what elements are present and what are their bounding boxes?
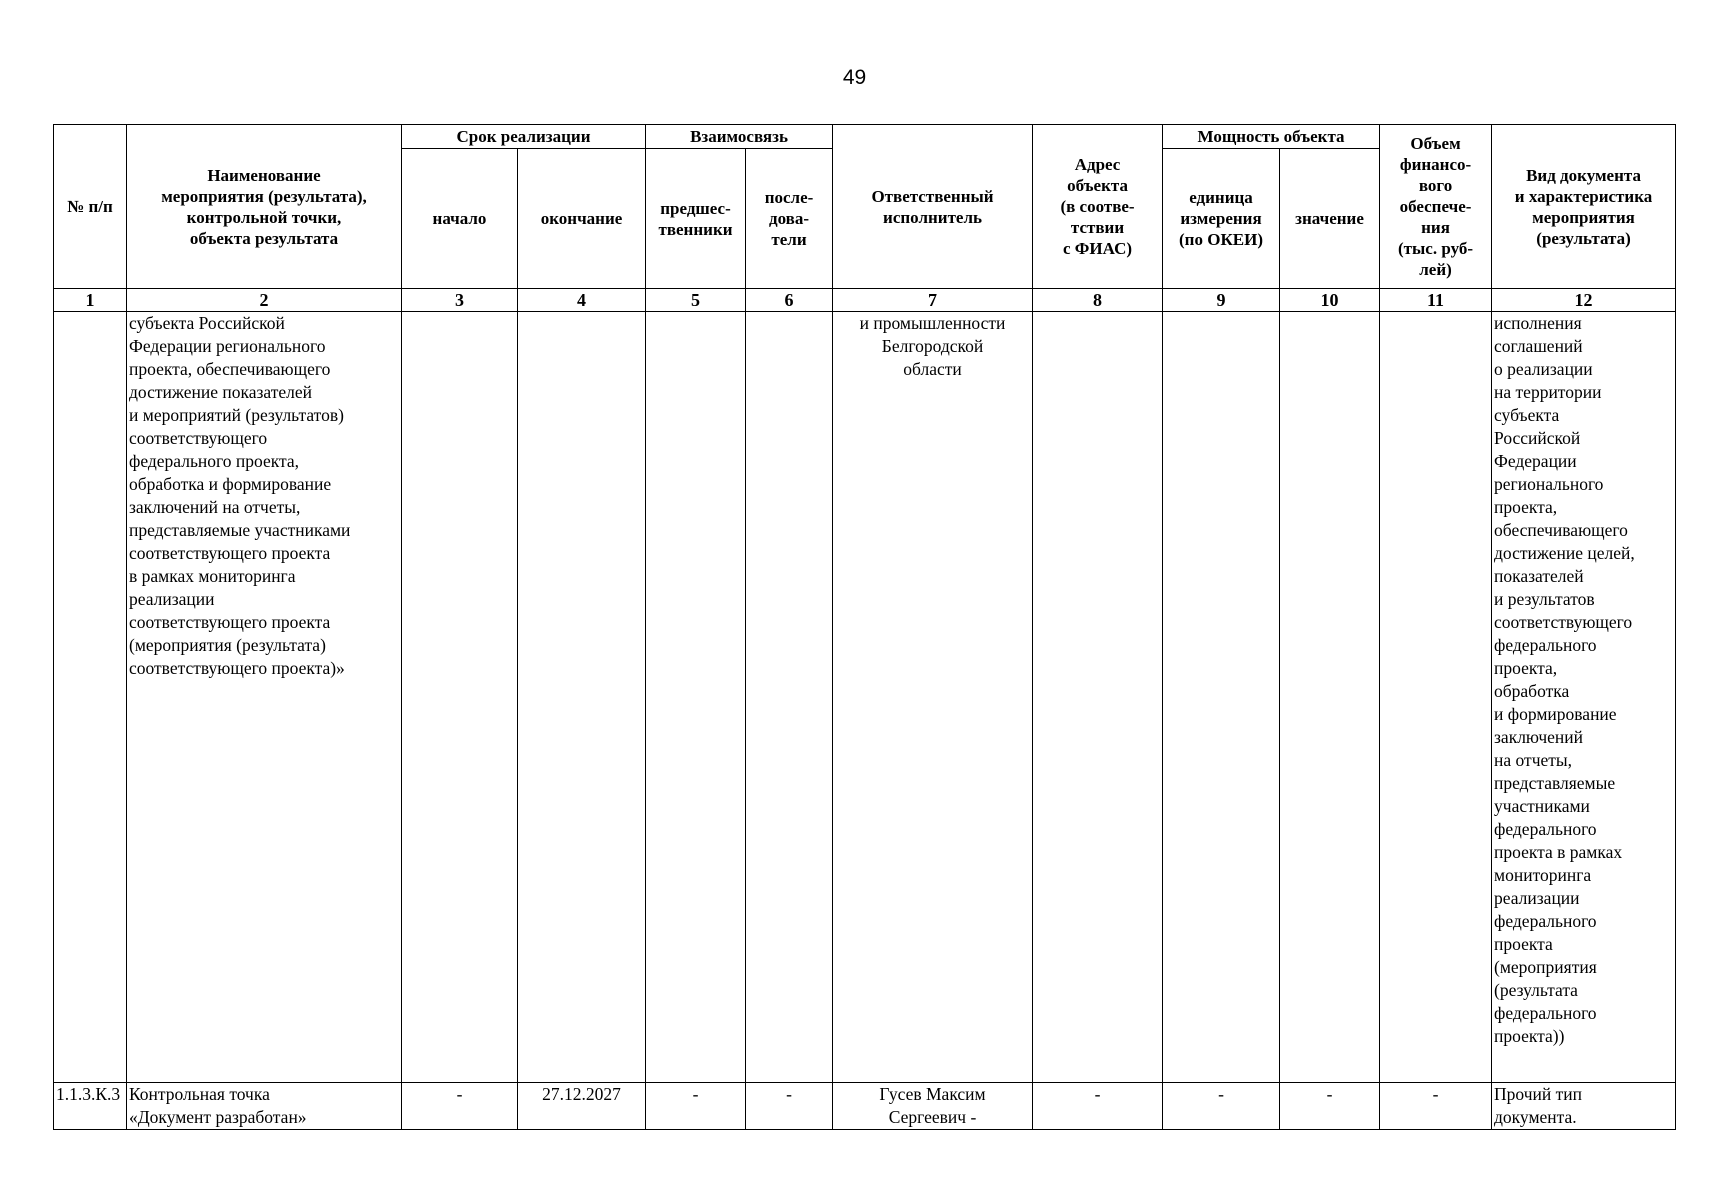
column-number: 4 (518, 289, 646, 312)
cell-doc-type: исполнения соглашений о реализации на территории субъекта Российской Федерации регионального проекта, обеспечивающего достижение целей, показателей и результатов соответствующего федерального проекта, обработка и формирование заключений на отчеты, представляемые участниками федерального проекта в рамках мониторинга реализации федерального проекта (мероприятия (результата федерального проекта)) (1492, 312, 1676, 1083)
cell-predecessors (646, 312, 746, 1083)
table-row (54, 1083, 1676, 1130)
cell-successors (746, 312, 833, 1083)
table-row (54, 312, 1676, 1083)
cell-unit (1163, 312, 1280, 1083)
header-doc-type: Вид документа и характеристика мероприятия (результата) (1492, 125, 1676, 289)
cell-start (402, 312, 518, 1083)
header-group-link: Взаимосвязь (646, 125, 833, 149)
column-number: 6 (746, 289, 833, 312)
column-number: 7 (833, 289, 1033, 312)
header-predecessors: предшес- твенники (646, 149, 746, 289)
cell-responsible: Гусев Максим Сергеевич - (833, 1083, 1033, 1130)
column-number: 1 (54, 289, 127, 312)
cell-predecessors: - (646, 1083, 746, 1130)
column-number: 11 (1380, 289, 1492, 312)
cell-end: 27.12.2027 (518, 1083, 646, 1130)
column-number: 2 (127, 289, 402, 312)
cell-end (518, 312, 646, 1083)
column-number: 5 (646, 289, 746, 312)
column-number: 10 (1280, 289, 1380, 312)
cell-value (1280, 312, 1380, 1083)
header-group-capacity: Мощность объекта (1163, 125, 1380, 149)
column-number: 9 (1163, 289, 1280, 312)
cell-address (1033, 312, 1163, 1083)
header-address: Адрес объекта (в соотве- тствии с ФИАС) (1033, 125, 1163, 289)
header-name: Наименование мероприятия (результата), контрольной точки, объекта результата (127, 125, 402, 289)
column-number: 12 (1492, 289, 1676, 312)
header-unit: единица измерения (по ОКЕИ) (1163, 149, 1280, 289)
cell-number: 1.1.3.К.3 (54, 1083, 127, 1130)
table-header (54, 125, 1676, 312)
header-value: значение (1280, 149, 1380, 289)
cell-unit: - (1163, 1083, 1280, 1130)
header-number: № п/п (54, 125, 127, 289)
header-successors: после- дова- тели (746, 149, 833, 289)
cell-funding: - (1380, 1083, 1492, 1130)
cell-start: - (402, 1083, 518, 1130)
cell-name: Контрольная точка «Документ разработан» (127, 1083, 402, 1130)
cell-name: субъекта Российской Федерации регионального проекта, обеспечивающего достижение показателей и мероприятий (результатов) соответствующего федерального проекта, обработка и формирование заключений на отчеты, представляемые участниками соответствующего проекта в рамках мониторинга реализации соответствующего проекта (мероприятия (результата) соответствующего проекта)» (127, 312, 402, 1083)
page-number: 49 (842, 66, 867, 89)
cell-funding (1380, 312, 1492, 1083)
header-end: окончание (518, 149, 646, 289)
cell-address: - (1033, 1083, 1163, 1130)
header-funding: Объем финансо- вого обеспече- ния (тыс. руб- лей) (1380, 125, 1492, 289)
header-responsible: Ответственный исполнитель (833, 125, 1033, 289)
cell-doc-type: Прочий тип документа. (1492, 1083, 1676, 1130)
cell-value: - (1280, 1083, 1380, 1130)
column-number: 3 (402, 289, 518, 312)
header-start: начало (402, 149, 518, 289)
header-group-period: Срок реализации (402, 125, 646, 149)
cell-responsible: и промышленности Белгородской области (833, 312, 1033, 1083)
cell-successors: - (746, 1083, 833, 1130)
column-number: 8 (1033, 289, 1163, 312)
plan-table (53, 124, 1676, 1130)
cell-number (54, 312, 127, 1083)
